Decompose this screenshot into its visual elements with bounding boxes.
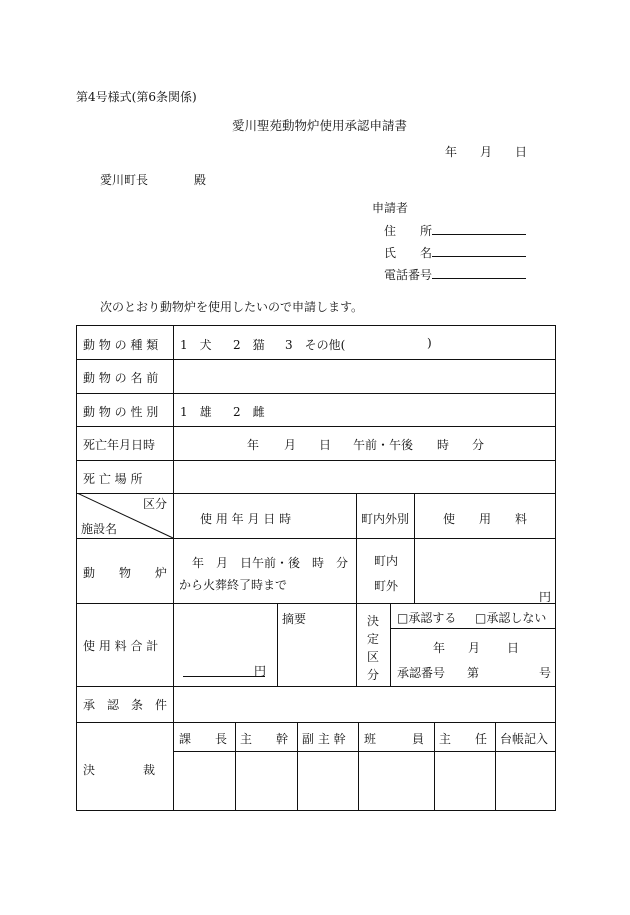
name-label-a: 氏 bbox=[384, 246, 397, 260]
approval-number-suffix: 号 bbox=[539, 666, 552, 680]
application-form-table bbox=[76, 325, 556, 811]
summary-label: 摘要 bbox=[282, 612, 307, 626]
address-label-b: 所 bbox=[420, 224, 433, 238]
sex-option-male[interactable]: 1 雄 bbox=[180, 405, 212, 419]
row-line bbox=[77, 722, 555, 723]
inout-inside[interactable]: 町内 bbox=[374, 554, 399, 568]
conditions-field[interactable] bbox=[174, 687, 555, 722]
species-label: 動 物 の 種 類 bbox=[83, 338, 159, 352]
applicant-heading: 申請者 bbox=[372, 201, 409, 215]
furnace-until-line: から火葬終了時まで bbox=[179, 578, 288, 592]
col-line bbox=[173, 326, 174, 810]
date-month: 月 bbox=[480, 145, 493, 159]
col-line bbox=[495, 722, 496, 810]
phone-field-line[interactable] bbox=[432, 278, 526, 279]
col-line bbox=[434, 722, 435, 810]
death-minute: 分 bbox=[472, 438, 485, 452]
approval-col-manager: 主 幹 bbox=[240, 732, 289, 746]
row-line bbox=[77, 603, 555, 604]
col-header-inout: 町内外別 bbox=[361, 512, 410, 526]
honorific: 殿 bbox=[194, 173, 207, 187]
col-line bbox=[235, 722, 236, 810]
furnace-datetime-line: 年 月 日午前・後 時 分 bbox=[192, 556, 349, 570]
death-hour: 時 bbox=[437, 438, 450, 452]
col-line bbox=[356, 493, 357, 603]
decision-year: 年 bbox=[433, 641, 446, 655]
col-header-datetime: 使 用 年 月 日 時 bbox=[200, 512, 292, 526]
row-line bbox=[173, 751, 555, 752]
address-field-line[interactable] bbox=[432, 234, 526, 235]
reject-checkbox[interactable]: □承認しない bbox=[475, 611, 547, 625]
fee-total-field-line[interactable] bbox=[183, 676, 265, 677]
animal-name-label: 動 物 の 名 前 bbox=[83, 371, 159, 385]
col-line bbox=[356, 603, 357, 686]
fee-total-yen: 円 bbox=[254, 664, 267, 678]
sex-option-female[interactable]: 2 雌 bbox=[233, 405, 265, 419]
row-line bbox=[77, 393, 555, 394]
col-header-fee: 使 用 料 bbox=[443, 512, 528, 526]
animal-name-field[interactable] bbox=[174, 360, 555, 393]
diagonal-bottom-label: 施設名 bbox=[81, 522, 118, 536]
approval-col-staff: 班 員 bbox=[364, 732, 425, 746]
addressee: 愛川町長 bbox=[100, 173, 149, 187]
phone-label: 電話番号 bbox=[384, 268, 433, 282]
approval-number-prefix: 第 bbox=[467, 666, 480, 680]
species-option-other[interactable]: 3 その他( bbox=[285, 338, 346, 352]
decision-day: 日 bbox=[507, 641, 520, 655]
approval-number-label: 承認番号 bbox=[397, 666, 446, 680]
name-label-b: 名 bbox=[420, 246, 433, 260]
diagonal-top-label: 区分 bbox=[143, 497, 168, 511]
form-number: 第4号様式(第6条関係) bbox=[76, 90, 197, 104]
approval-label: 決 裁 bbox=[83, 763, 156, 777]
decision-char-1: 決 bbox=[367, 614, 380, 628]
intro-text: 次のとおり動物炉を使用したいので申請します。 bbox=[100, 300, 364, 314]
col-line bbox=[390, 603, 391, 686]
fee-yen: 円 bbox=[539, 590, 552, 604]
date-year: 年 bbox=[445, 145, 458, 159]
row-line bbox=[77, 426, 555, 427]
col-line bbox=[358, 722, 359, 810]
approve-checkbox[interactable]: □承認する bbox=[397, 611, 457, 625]
inout-outside[interactable]: 町外 bbox=[374, 579, 399, 593]
col-line bbox=[414, 493, 415, 603]
death-ampm[interactable]: 午前・午後 bbox=[353, 438, 414, 452]
address-label-a: 住 bbox=[384, 224, 397, 238]
approval-col-supervisor: 主 任 bbox=[439, 732, 488, 746]
approval-col-deputy-manager: 副 主 幹 bbox=[302, 732, 346, 746]
name-field-line[interactable] bbox=[432, 256, 526, 257]
col-line bbox=[297, 722, 298, 810]
row-line bbox=[390, 628, 555, 629]
death-year: 年 bbox=[247, 438, 260, 452]
species-option-dog[interactable]: 1 犬 bbox=[180, 338, 212, 352]
species-option-cat[interactable]: 2 猫 bbox=[233, 338, 265, 352]
death-datetime-label: 死亡年月日時 bbox=[83, 438, 156, 452]
decision-month: 月 bbox=[468, 641, 481, 655]
col-line bbox=[277, 603, 278, 686]
death-day: 日 bbox=[319, 438, 332, 452]
page-title: 愛川聖苑動物炉使用承認申請書 bbox=[232, 118, 408, 133]
decision-char-4: 分 bbox=[367, 668, 380, 682]
sex-label: 動 物 の 性 別 bbox=[83, 405, 159, 419]
death-place-label: 死 亡 場 所 bbox=[83, 472, 143, 486]
date-day: 日 bbox=[515, 145, 528, 159]
conditions-label: 承 認 条 件 bbox=[83, 698, 168, 712]
death-month: 月 bbox=[284, 438, 297, 452]
furnace-label: 動 物 炉 bbox=[83, 566, 168, 580]
decision-char-3: 区 bbox=[367, 650, 380, 664]
species-other-close: ) bbox=[427, 336, 432, 350]
fee-total-label: 使 用 料 合 計 bbox=[83, 639, 159, 653]
approval-col-section-chief: 課 長 bbox=[179, 732, 228, 746]
death-place-field[interactable] bbox=[174, 461, 555, 493]
decision-char-2: 定 bbox=[367, 632, 380, 646]
approval-col-ledger: 台帳記入 bbox=[500, 732, 549, 746]
